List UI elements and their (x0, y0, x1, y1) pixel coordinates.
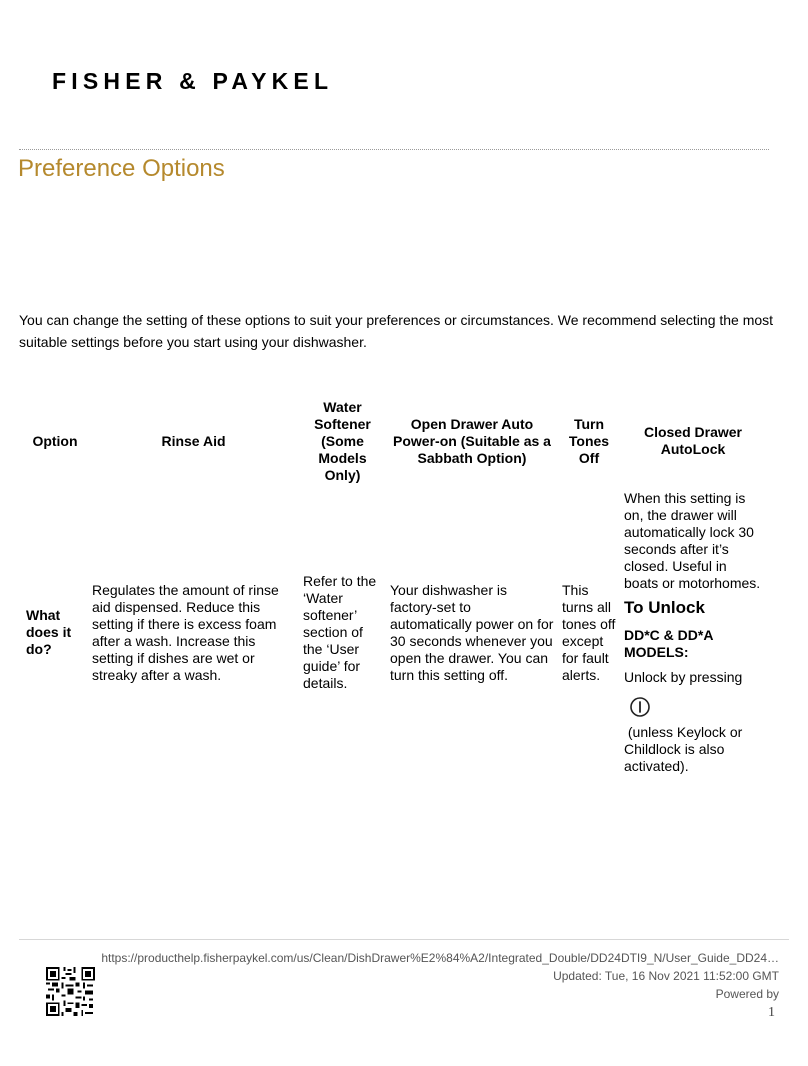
column-header-rinse-aid: Rinse Aid (161, 432, 226, 449)
footer-updated: Updated: Tue, 16 Nov 2021 11:52:00 GMT (553, 969, 779, 983)
footer-powered-by: Powered by (715, 987, 779, 1001)
to-unlock-heading: To Unlock (624, 598, 705, 617)
row-label: What does it do? (26, 607, 72, 657)
column-header-option: Option (32, 432, 78, 449)
qr-code-icon (46, 967, 95, 1016)
cell-closed-drawer (620, 490, 766, 775)
header-divider (19, 149, 769, 150)
footer-divider (19, 939, 789, 940)
closed-drawer-intro: When this setting is on, the drawer will automatically lock 30 seconds after it’s closed. Useful in boats or motorhomes. (624, 490, 761, 591)
unlock-instruction: Unlock by pressing (624, 669, 743, 685)
page-number: 1 (768, 1005, 775, 1020)
column-header-water-softener: Water Softener (Some Models Only) (314, 398, 371, 483)
intro-paragraph: You can change the setting of these options to suit your preferences or circumstances. We recommend selecting the most suitable settings before you start using your dishwasher. (19, 312, 774, 350)
cell-turn-tones: This turns all tones off except for fault alerts. (562, 581, 616, 683)
models-label: DD*C & DD*A MODELS: (624, 627, 713, 660)
table-row (22, 490, 766, 775)
cell-water-softener: Refer to the ‘Water softener’ section of the ‘User guide’ for details. (303, 573, 377, 691)
preference-options-table (22, 392, 766, 775)
table-header-row (22, 392, 766, 490)
column-header-turn-tones: Turn Tones Off (568, 415, 610, 466)
cell-open-drawer: Your dishwasher is factory-set to automatically power on for 30 seconds whenever you open the drawer. You can turn this setting off. (390, 581, 554, 683)
column-header-closed-drawer: Closed Drawer AutoLock (643, 424, 743, 457)
footer-url[interactable]: https://producthelp.fisherpaykel.com/us/Clean/DishDrawer%E2%84%A2/Integrated_Double/DD24DTI9_N/User_Guide_DD24… (101, 951, 779, 965)
unlock-note: (unless Keylock or Childlock is also activated). (624, 724, 747, 774)
brand-logo: FISHER & PAYKEL (52, 68, 334, 94)
power-icon (629, 696, 651, 718)
column-header-open-drawer: Open Drawer Auto Power-on (Suitable as a Sabbath Option) (393, 415, 551, 466)
cell-rinse-aid: Regulates the amount of rinse aid dispensed. Reduce this setting if there is excess foam after a wash. Increase this setting if dishes are wet or streaky after a wash. (92, 581, 279, 683)
page-title: Preference Options (18, 155, 225, 182)
